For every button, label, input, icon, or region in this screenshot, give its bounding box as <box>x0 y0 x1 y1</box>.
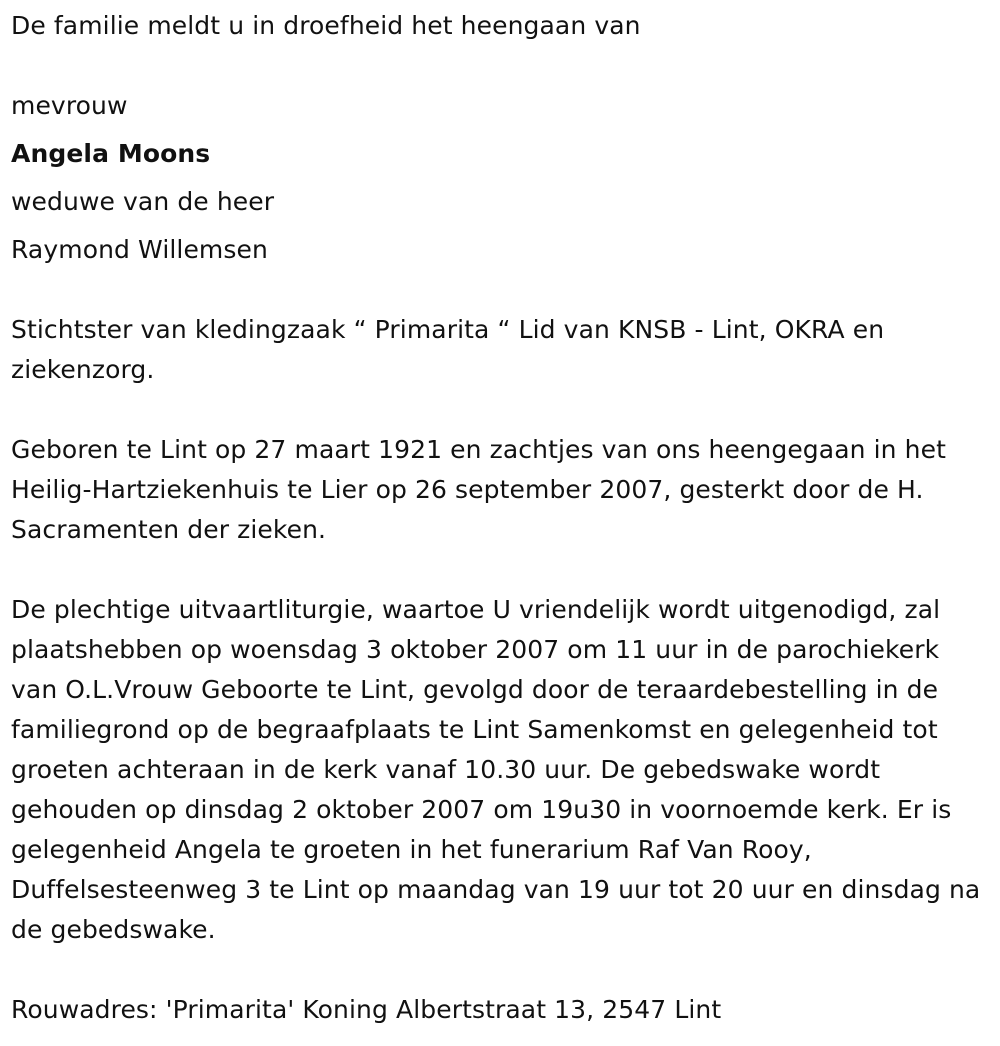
founder-paragraph: Stichtster van kledingzaak “ Primarita “ Lid van KNSB - Lint, OKRA en ziekenzorg. <box>11 315 893 384</box>
mourning-address: Rouwadres: 'Primarita' Koning Albertstraat 13, 2547 Lint <box>11 995 722 1024</box>
husband-name: Raymond Willemsen <box>11 235 268 264</box>
funeral-paragraph: De plechtige uitvaartliturgie, waartoe U vriendelijk wordt uitgenodigd, zal plaatshebben op woensdag 3 oktober 2007 om 11 uur in de parochiekerk van O.L.Vrouw Geboorte te Lint, gevolgd door de teraardebestelling in de familiegrond op de begraafplaats te Lint Samenkomst en gelegenheid tot groeten achteraan in de kerk vanaf 10.30 uur. De gebedswake wordt gehouden op dinsdag 2 oktober 2007 om 19u30 in voornoemde kerk. Er is gelegenheid Angela te groeten in het funerarium Raf Van Rooy, Duffelsesteenweg 3 te Lint op maandag van 19 uur tot 20 uur en dinsdag na de gebedswake. <box>11 595 989 944</box>
deceased-name: Angela Moons <box>11 139 211 168</box>
widow-of-line: weduwe van de heer <box>11 187 275 216</box>
honorific: mevrouw <box>11 91 128 120</box>
birth-death-paragraph: Geboren te Lint op 27 maart 1921 en zachtjes van ons heengegaan in het Heilig-Hartziekenhuis te Lier op 26 september 2007, gesterkt door de H. Sacramenten der zieken. <box>11 435 955 544</box>
intro-line: De familie meldt u in droefheid het heengaan van <box>11 11 641 40</box>
